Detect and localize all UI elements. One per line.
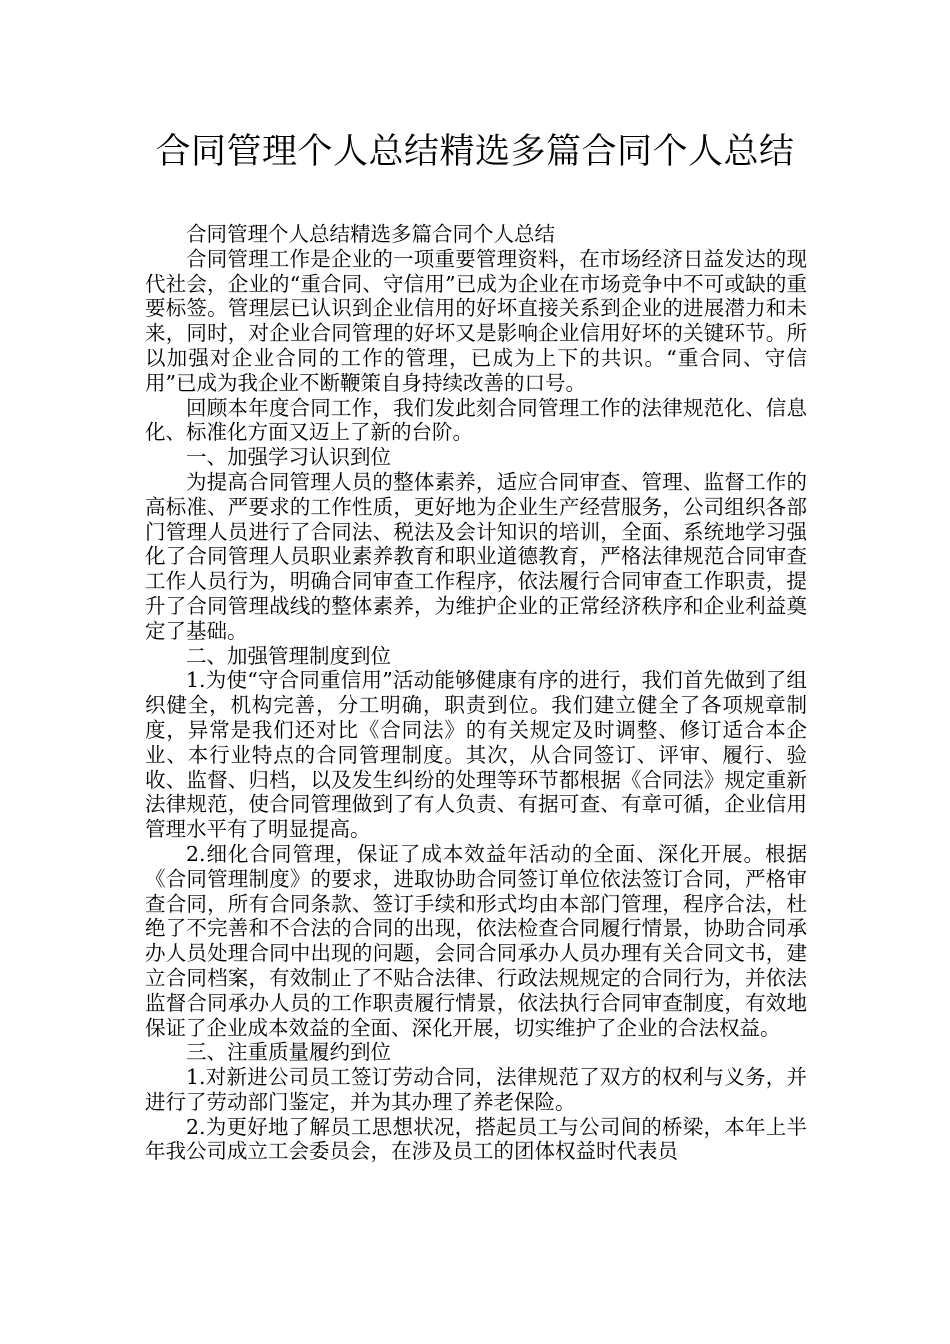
paragraph-subtitle: 合同管理个人总结精选多篇合同个人总结 xyxy=(186,222,555,246)
paragraph-item-2-1: 1.为使“守合同重信用”活动能够健康有序的进行，我们首先做到了组织健全，机构完善，分工明确，职责到位。我们建立健全了各项规章制度，异常是我们还对比《合同法》的有关规定及时调整、修订适合本企业、本行业特点的合同管理制度。其次，从合同签订、评审、履行、验收、监督、归档，以及发生纠纷的处理等环节都根据《合同法》规定重新法律规范，使合同管理做到了有人负责、有据可查、有章可循，企业信用管理水平有了明显提高。 xyxy=(145,668,807,842)
paragraph-training: 为提高合同管理人员的整体素养，适应合同审查、管理、监督工作的高标准、严要求的工作性质，更好地为企业生产经营服务，公司组织各部门管理人员进行了合同法、税法及会计知识的培训，全面、系统地学习强化了合同管理人员职业素养教育和职业道德教育，严格法律规范合同审查工作人员行为，明确合同审查工作程序，依法履行合同审查工作职责，提升了合同管理战线的整体素养，为维护企业的正常经济秩序和企业利益奠定了基础。 xyxy=(145,469,807,643)
document-title: 合同管理个人总结精选多篇合同个人总结 xyxy=(155,132,795,172)
section-heading-3: 三、注重质量履约到位 xyxy=(186,1040,391,1065)
paragraph-item-3-2: 2.为更好地了解员工思想状况，搭起员工与公司间的桥梁，本年上半年我公司成立工会委员会，在涉及员工的团体权益时代表员 xyxy=(145,1114,807,1164)
paragraph-item-3-1: 1.对新进公司员工签订劳动合同，法律规范了双方的权利与义务，并进行了劳动部门鉴定，并为其办理了养老保险。 xyxy=(145,1065,807,1114)
paragraph-item-2-2: 2.细化合同管理，保证了成本效益年活动的全面、深化开展。根据《合同管理制度》的要求，进取协助合同签订单位依法签订合同，严格审查合同，所有合同条款、签订手续和形式均由本部门管理，程序合法，杜绝了不完善和不合法的合同的出现，依法检查合同履行情景，协助合同承办人员处理合同中出现的问题，会同合同承办人员办理有关合同文书，建立合同档案，有效制止了不贴合法律、行政法规规定的合同行为，并依法监督合同承办人员的工作职责履行情景，依法执行合同审查制度，有效地保证了企业成本效益的全面、深化开展，切实维护了企业的合法权益。 xyxy=(145,841,807,1040)
paragraph-intro: 合同管理工作是企业的一项重要管理资料，在市场经济日益发达的现代社会，企业的“重合同、守信用”已成为企业在市场竞争中不可或缺的重要标签。管理层已认识到企业信用的好坏直接关系到企业的进展潜力和未来，同时，对企业合同管理的好坏又是影响企业信用好坏的关键环节。所以加强对企业合同的工作的管理，已成为上下的共识。“重合同、守信用”已成为我企业不断鞭策自身持续改善的口号。 xyxy=(145,246,807,395)
section-heading-2: 二、加强管理制度到位 xyxy=(186,643,391,668)
section-heading-1: 一、加强学习认识到位 xyxy=(186,445,391,470)
paragraph-review: 回顾本年度合同工作，我们发此刻合同管理工作的法律规范化、信息化、标准化方面又迈上了新的台阶。 xyxy=(145,395,807,445)
document-body xyxy=(145,222,807,1164)
